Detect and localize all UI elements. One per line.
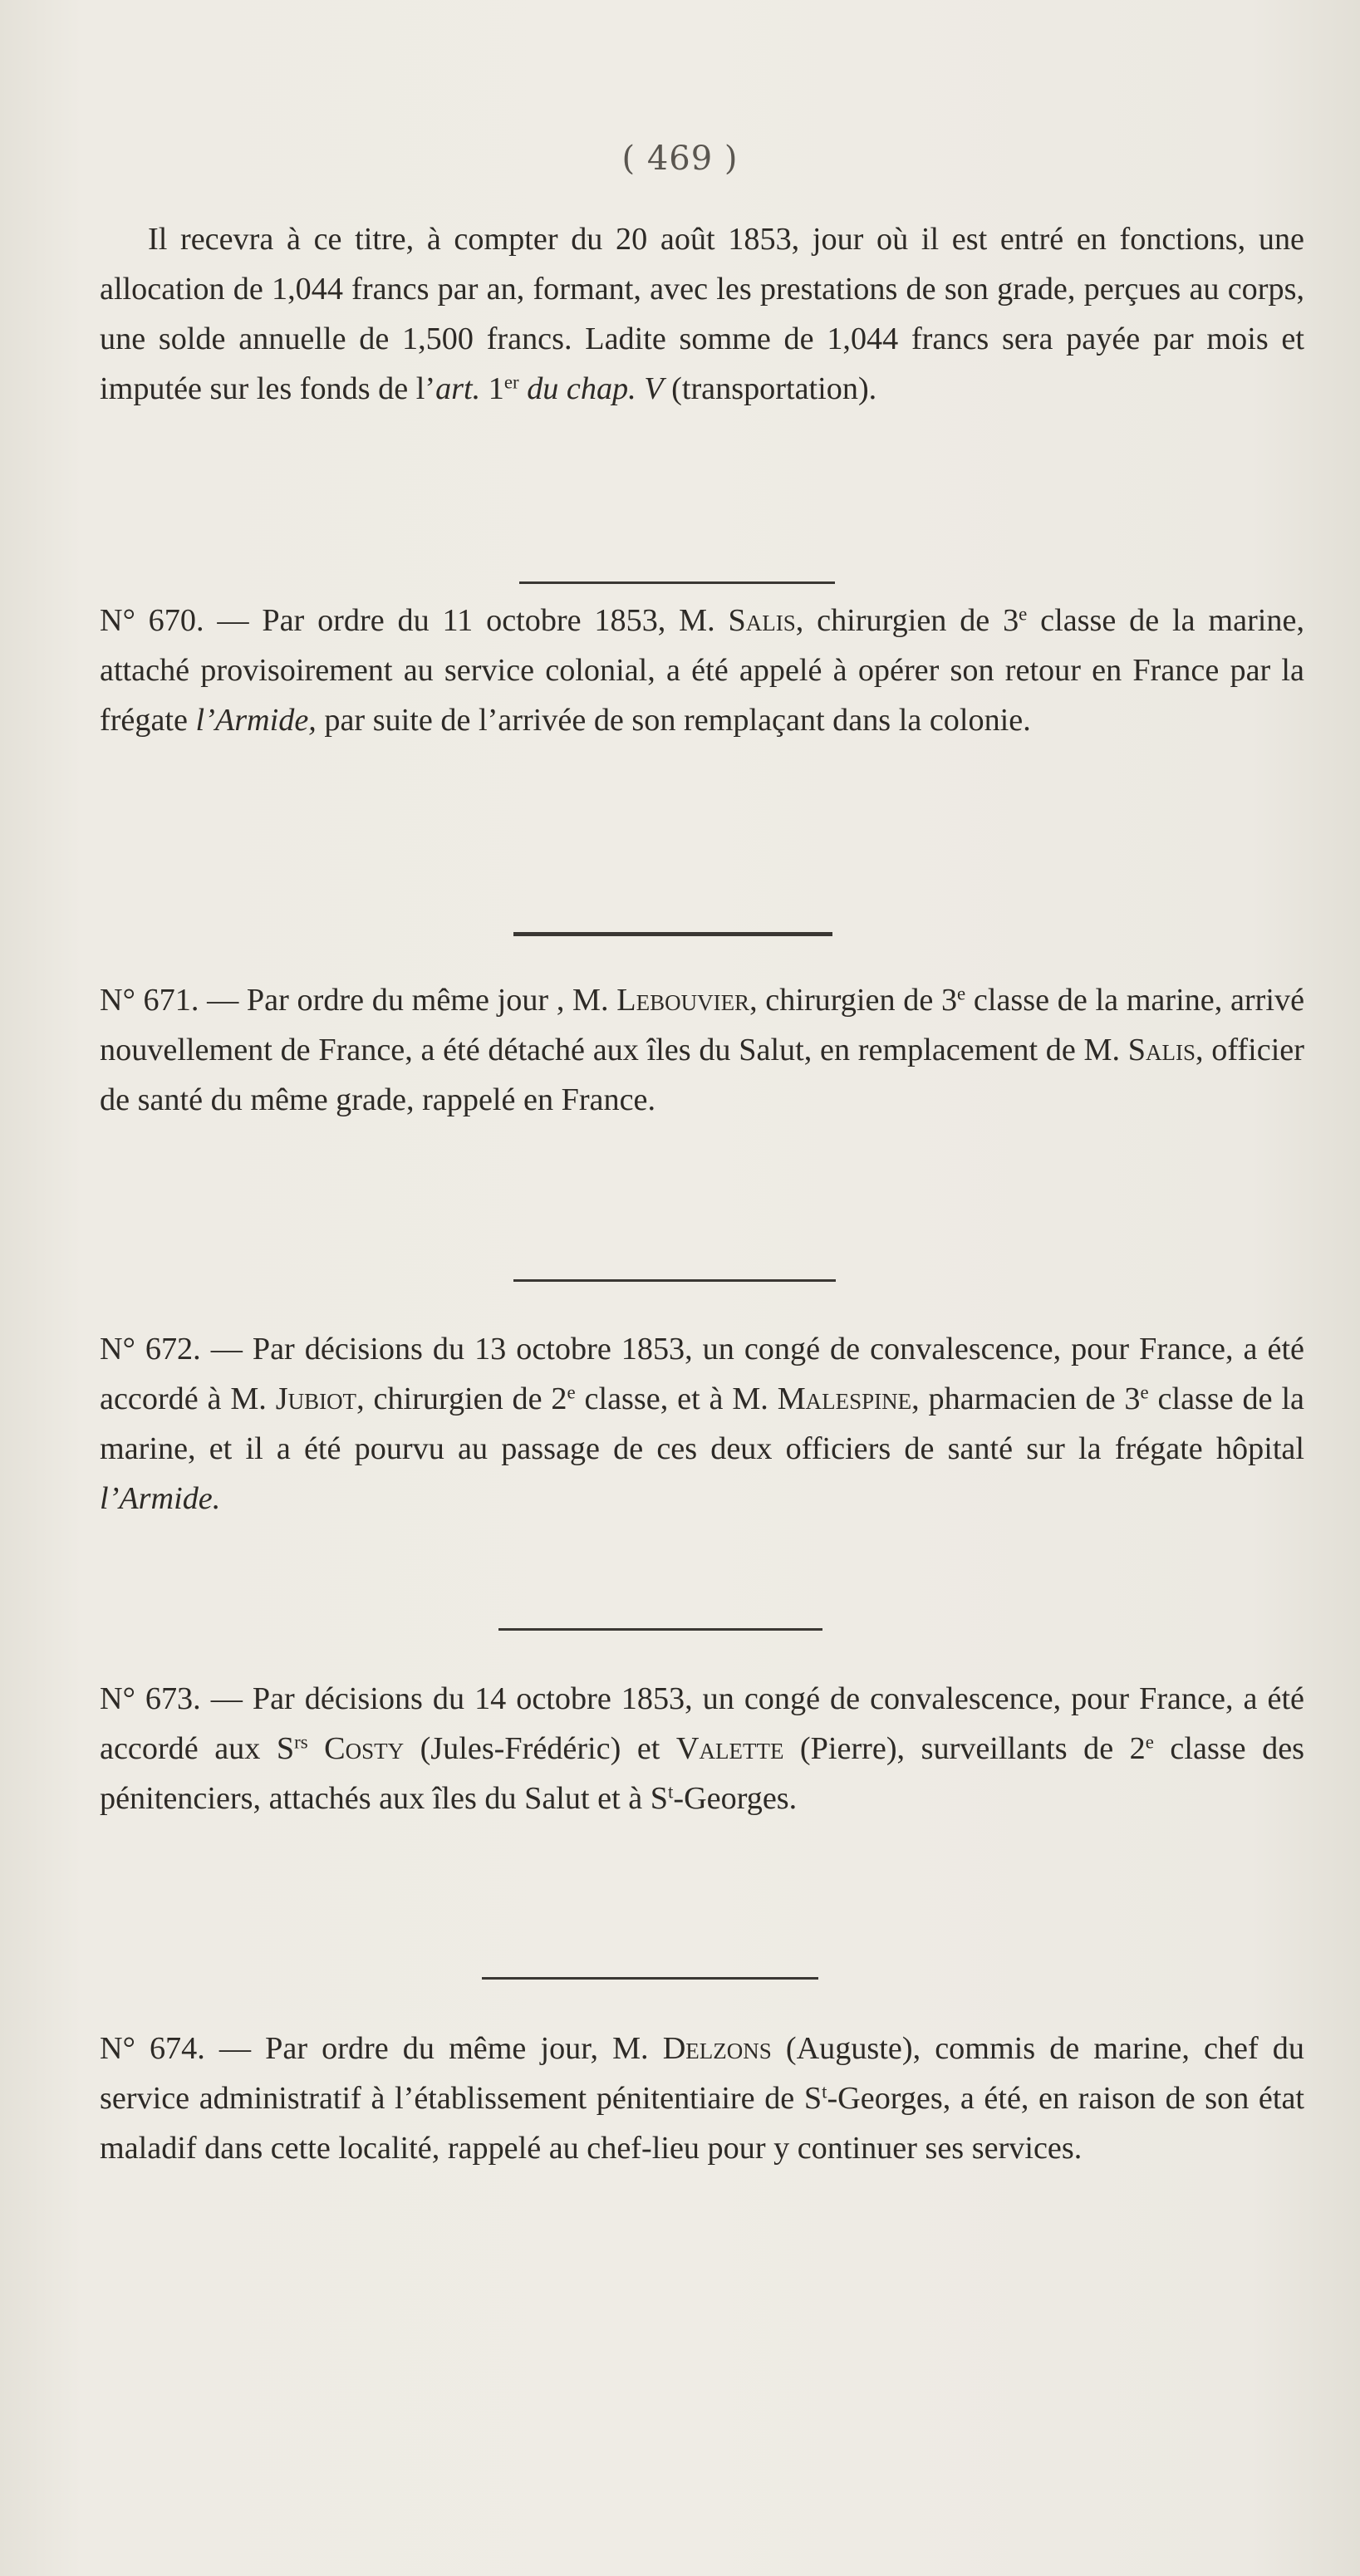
entry-number: N° 674. <box>100 2031 205 2066</box>
article-ref: art. <box>435 371 481 406</box>
superscript: rs <box>294 1731 308 1753</box>
superscript: e <box>1145 1731 1154 1753</box>
entry-674 <box>100 2024 1304 2173</box>
entry-text: — Par ordre du 11 octobre 1853, M. <box>217 603 729 638</box>
person-name: Salis <box>1127 1033 1196 1067</box>
person-name: Lebouvier <box>616 983 750 1018</box>
person-name: Malespine <box>777 1381 912 1416</box>
entry-text: — Par ordre du même jour , M. <box>207 983 617 1018</box>
separator-rule <box>513 932 832 936</box>
page-number: ( 469 ) <box>621 140 739 178</box>
entry-671 <box>100 975 1304 1125</box>
entry-number: N° 670. <box>100 603 204 638</box>
entry-673 <box>100 1674 1304 1823</box>
entry-text: , chirurgien de 2 <box>356 1381 567 1416</box>
entry-text: , chirurgien de 3 <box>749 983 958 1018</box>
separator-rule <box>498 1628 822 1631</box>
entry-text: par suite de l’arrivée de son remplaçant dans la colonie. <box>316 703 1031 738</box>
entry-number: N° 671. <box>100 983 199 1018</box>
entry-text: -Georges, a été, en raison de son état maladif dans cette localité, rappelé au chef-lieu pour y continuer ses services. <box>100 2081 1304 2166</box>
ship-name: l’Armide. <box>100 1481 221 1516</box>
separator-rule <box>519 581 835 584</box>
entry-text: classe de la marine, arrivé nouvellement de France, a été détaché aux îles du Salut, en remplacement de M. <box>100 983 1305 1067</box>
person-name: Delzons <box>662 2031 772 2066</box>
entry-text: -Georges. <box>673 1781 798 1816</box>
entry-text: classe, et à M. <box>575 1381 778 1416</box>
separator-rule <box>482 1977 818 1980</box>
entry-text: , officier de santé du même grade, rappelé en France. <box>100 1033 1304 1117</box>
superscript: e <box>567 1381 576 1403</box>
superscript: t <box>822 2081 827 2103</box>
superscript: e <box>1140 1381 1149 1403</box>
paragraph-intro <box>100 214 1304 414</box>
superscript: e <box>1019 603 1028 625</box>
superscript: e <box>957 983 966 1004</box>
superscript: t <box>667 1781 674 1803</box>
entry-670 <box>100 596 1304 745</box>
person-name: Costy <box>324 1731 405 1766</box>
entry-text: classe de la marine, attaché provisoirement au service colonial, a été appelé à opérer son retour en France par la frégate <box>100 603 1305 738</box>
entry-text: classe des pénitenciers, attachés aux îles du Salut et à S <box>100 1731 1305 1816</box>
entry-text: — Par ordre du même jour, M. <box>218 2031 663 2066</box>
person-name: Salis <box>728 603 796 638</box>
person-name: Jubiot <box>275 1381 357 1416</box>
entry-672 <box>100 1324 1304 1524</box>
article-number: 1 <box>488 371 504 406</box>
entry-text: , pharmacien de 3 <box>911 1381 1141 1416</box>
paragraph-text: Il recevra à ce titre, à compter du 20 août 1853, jour où il est entré en fonctions, une allocation de 1,044 francs par an, formant, avec les prestations de son grade, perçues au corps, une solde annuelle de 1,500 francs. Ladite somme de 1,044 francs sera payée par mois et imputée sur les fonds de l’ <box>100 222 1304 406</box>
chapter-ref: du chap. V <box>527 371 664 406</box>
entry-text: , chirurgien de 3 <box>795 603 1019 638</box>
paragraph-text: (transportation). <box>671 371 877 406</box>
separator-rule <box>513 1279 836 1282</box>
ship-name: l’Armide, <box>195 703 317 738</box>
person-name: Valette <box>675 1731 784 1766</box>
entry-text: (Pierre), surveillants de 2 <box>783 1731 1146 1766</box>
entry-number: N° 672. <box>100 1332 201 1367</box>
entry-text: classe de la marine, et il a été pourvu au passage de ces deux officiers de santé sur la frégate hôpital <box>100 1381 1304 1466</box>
entry-text: — Par décisions du 14 octobre 1853, un congé de convalescence, pour France, a été accordé aux S <box>100 1681 1304 1766</box>
entry-text: (Jules-Frédéric) et <box>404 1731 676 1766</box>
entry-number: N° 673. <box>100 1681 201 1716</box>
entry-text: (Auguste), commis de marine, chef du service administratif à l’établissement pénitentiaire de S <box>100 2031 1304 2116</box>
superscript: er <box>503 371 519 393</box>
entry-text: — Par décisions du 13 octobre 1853, un congé de convalescence, pour France, a été accordé à M. <box>100 1332 1304 1416</box>
